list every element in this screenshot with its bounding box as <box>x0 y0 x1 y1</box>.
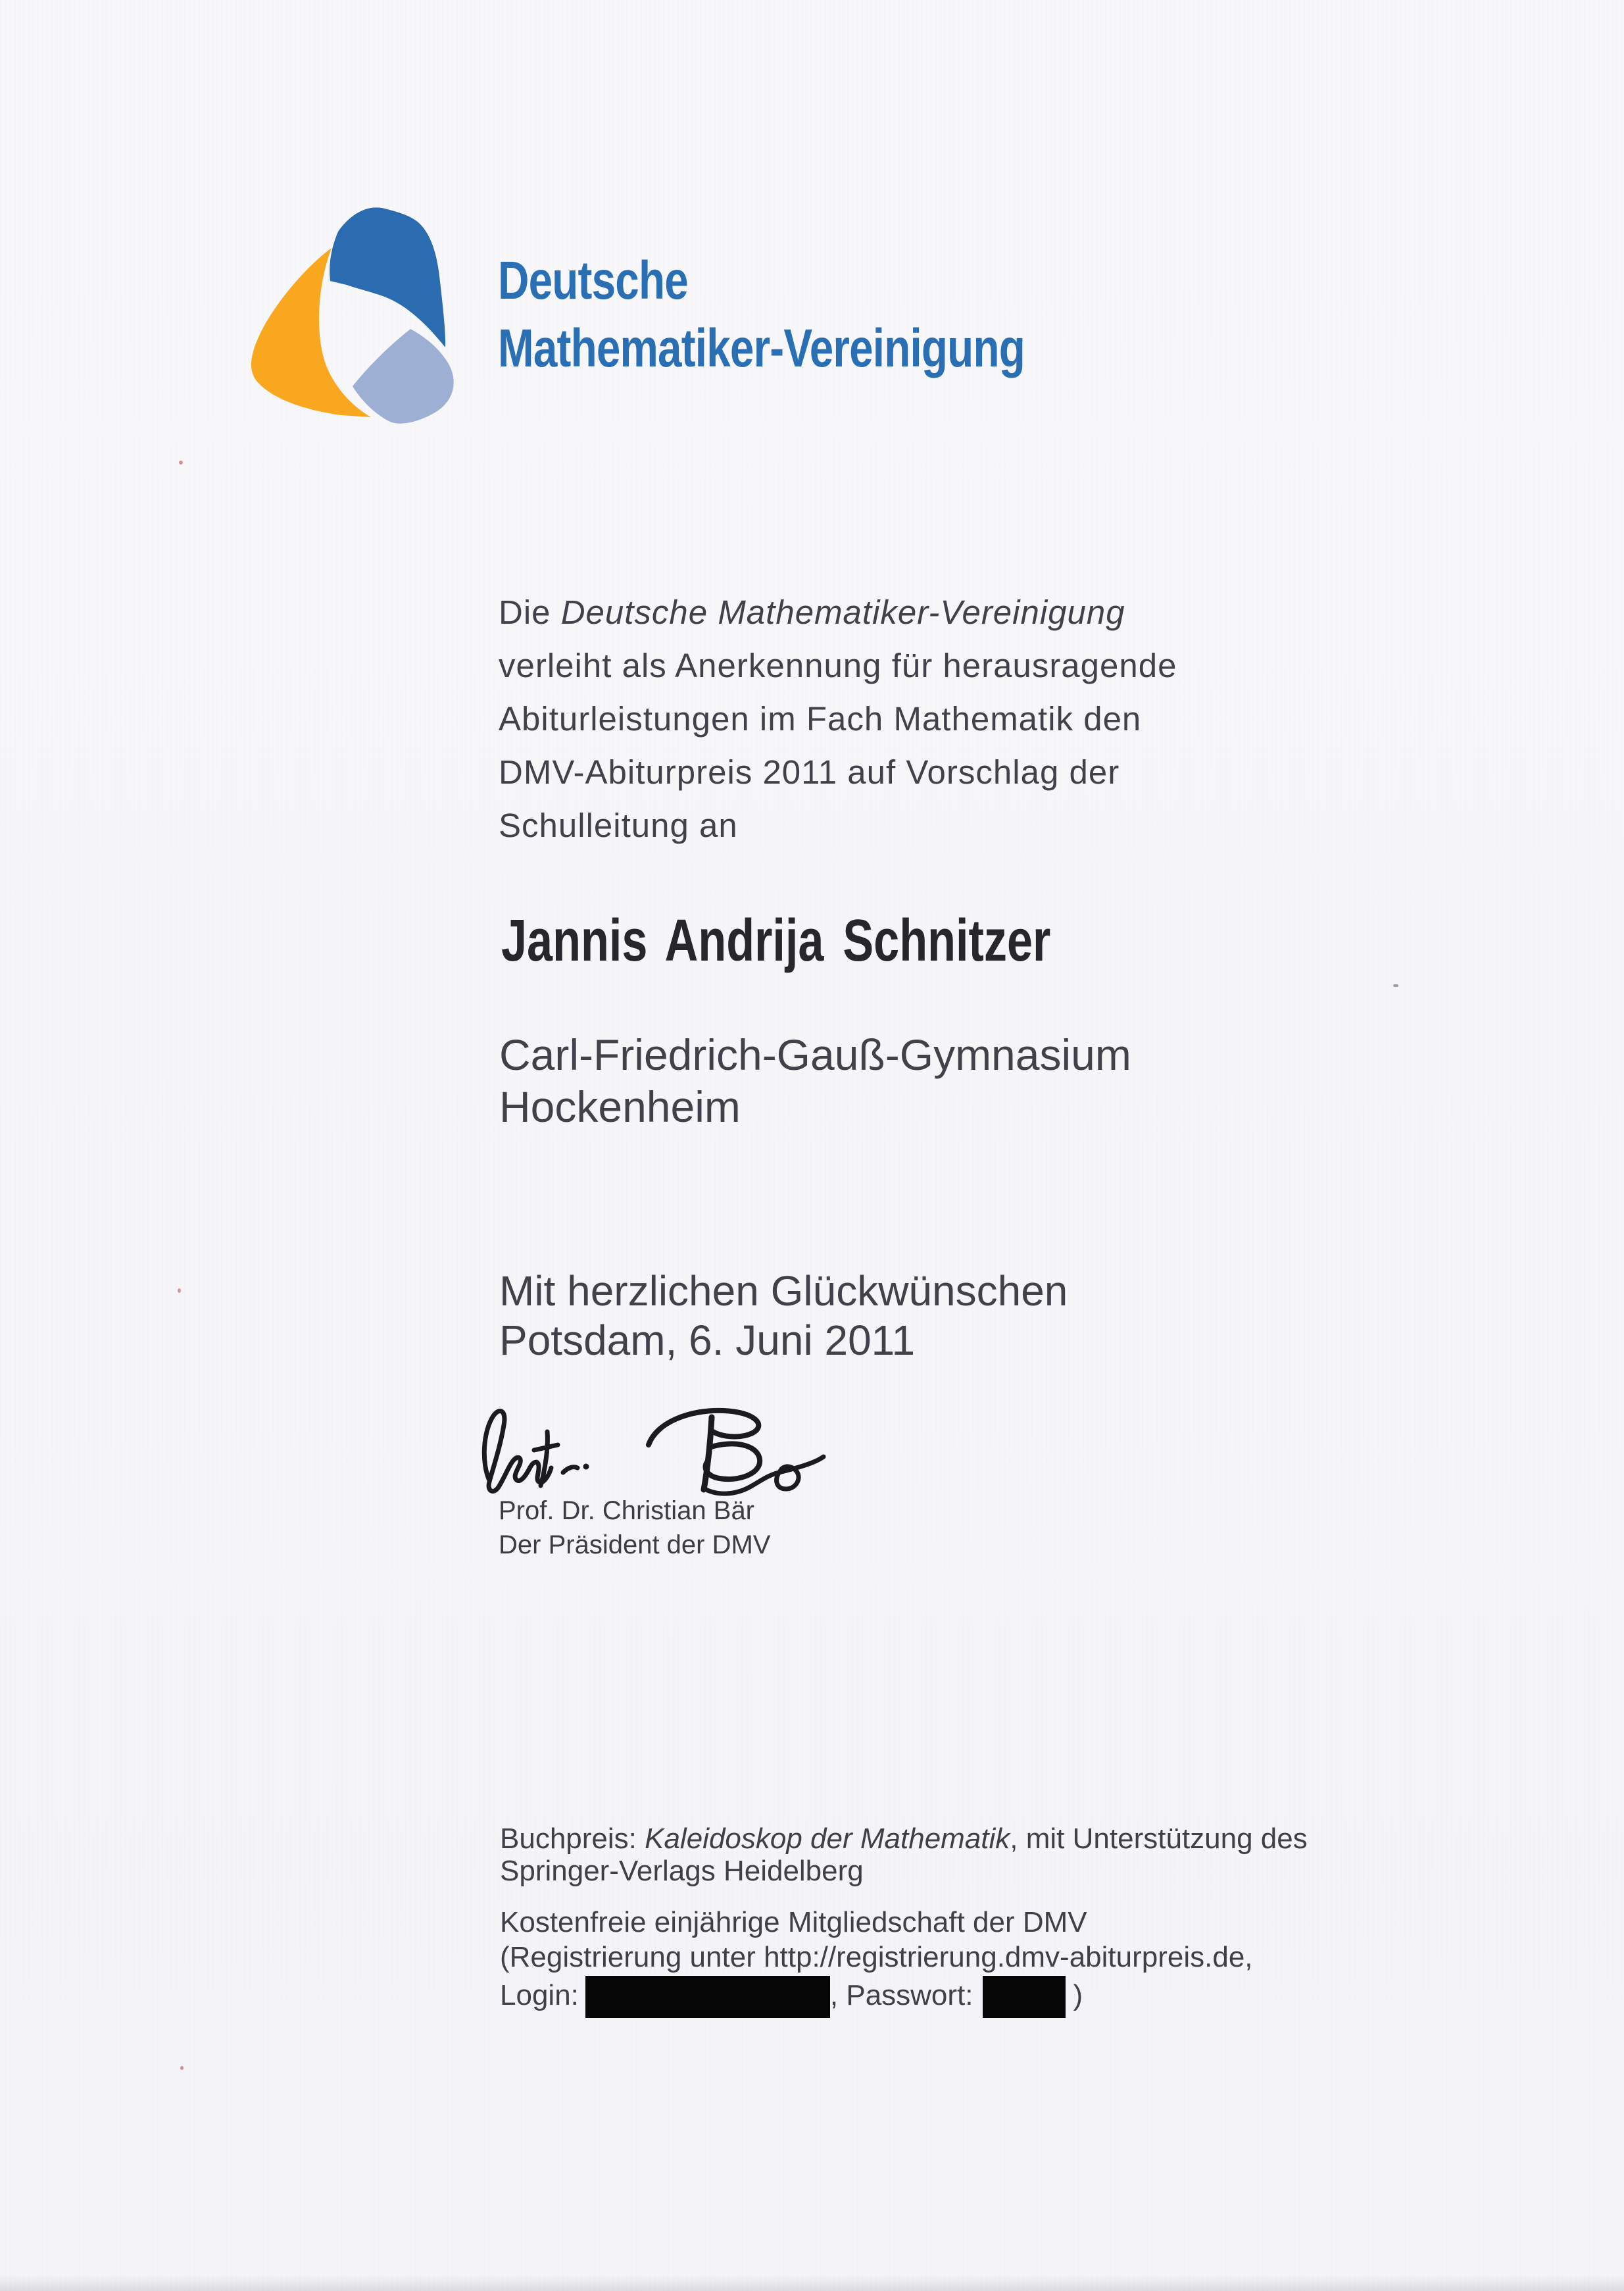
signer-title: Der Präsident der DMV <box>499 1530 771 1559</box>
password-value-redaction-box <box>983 1976 1066 2018</box>
scan-speck <box>178 1288 181 1293</box>
membership-line1: Kostenfreie einjährige Mitgliedschaft der DMV <box>500 1906 1087 1938</box>
intro-line-2: verleiht als Anerkennung für herausragende <box>499 647 1177 684</box>
signature-b-stem <box>704 1417 712 1490</box>
logo-sail-dark-blue-icon <box>330 207 445 347</box>
closing-place-date: Potsdam, 6. Juni 2011 <box>499 1317 916 1364</box>
signer-name: Prof. Dr. Christian Bär <box>499 1496 755 1525</box>
login-label: Login: <box>500 1979 579 2011</box>
passwort-label: , Passwort: <box>829 1979 973 2011</box>
intro-line-3: Abiturleistungen im Fach Mathematik den <box>499 700 1142 738</box>
book-prize-line2: Springer-Verlags Heidelberg <box>500 1855 864 1887</box>
signature-b-bowl <box>705 1444 760 1479</box>
intro-paragraph <box>499 586 1177 852</box>
intro-line1-org-italic: Deutsche Mathematiker-Vereinigung <box>560 593 1125 631</box>
signature-scribble-dash <box>563 1467 578 1473</box>
logo-sail-light-blue-icon <box>353 329 454 424</box>
book-prize-line1 <box>500 1822 1308 1857</box>
intro-line-1 <box>499 586 1177 639</box>
closing-greeting: Mit herzlichen Glückwünschen <box>499 1267 1068 1315</box>
credentials-line <box>500 1976 1083 2018</box>
scan-speck <box>180 2066 184 2070</box>
intro-line-4: DMV-Abiturpreis 2011 auf Vorschlag der <box>499 753 1120 791</box>
intro-line1-prefix: Die <box>499 593 561 631</box>
dmv-logo-mark <box>245 197 468 434</box>
logo-wordmark-line1: Deutsche <box>498 251 688 311</box>
signature-dot <box>583 1464 589 1470</box>
recipient-city: Hockenheim <box>499 1082 741 1131</box>
logo-wordmark-line2: Mathematiker-Vereinigung <box>498 318 1025 378</box>
book-prize-title-italic: Kaleidoskop der Mathematik <box>645 1823 1010 1855</box>
recipient-school: Carl-Friedrich-Gauß-Gymnasium <box>499 1030 1131 1079</box>
signature-tail <box>704 1457 824 1494</box>
book-prize-suffix: , mit Unterstützung des <box>1010 1823 1308 1855</box>
closing-paren: ) <box>1073 1979 1083 2011</box>
signature-image <box>479 1403 827 1508</box>
scan-speck <box>179 461 183 465</box>
login-value-redaction-box <box>585 1976 830 2018</box>
recipient-name: Jannis Andrija Schnitzer <box>501 908 1051 974</box>
book-prize-prefix: Buchpreis: <box>500 1823 645 1855</box>
membership-line2: (Registrierung unter http://registrierung.dmv-abiturpreis.de, <box>500 1941 1253 1973</box>
signature-b-flourish <box>649 1411 758 1445</box>
intro-line-5: Schulleitung an <box>499 807 738 844</box>
scan-speck <box>1393 984 1398 987</box>
